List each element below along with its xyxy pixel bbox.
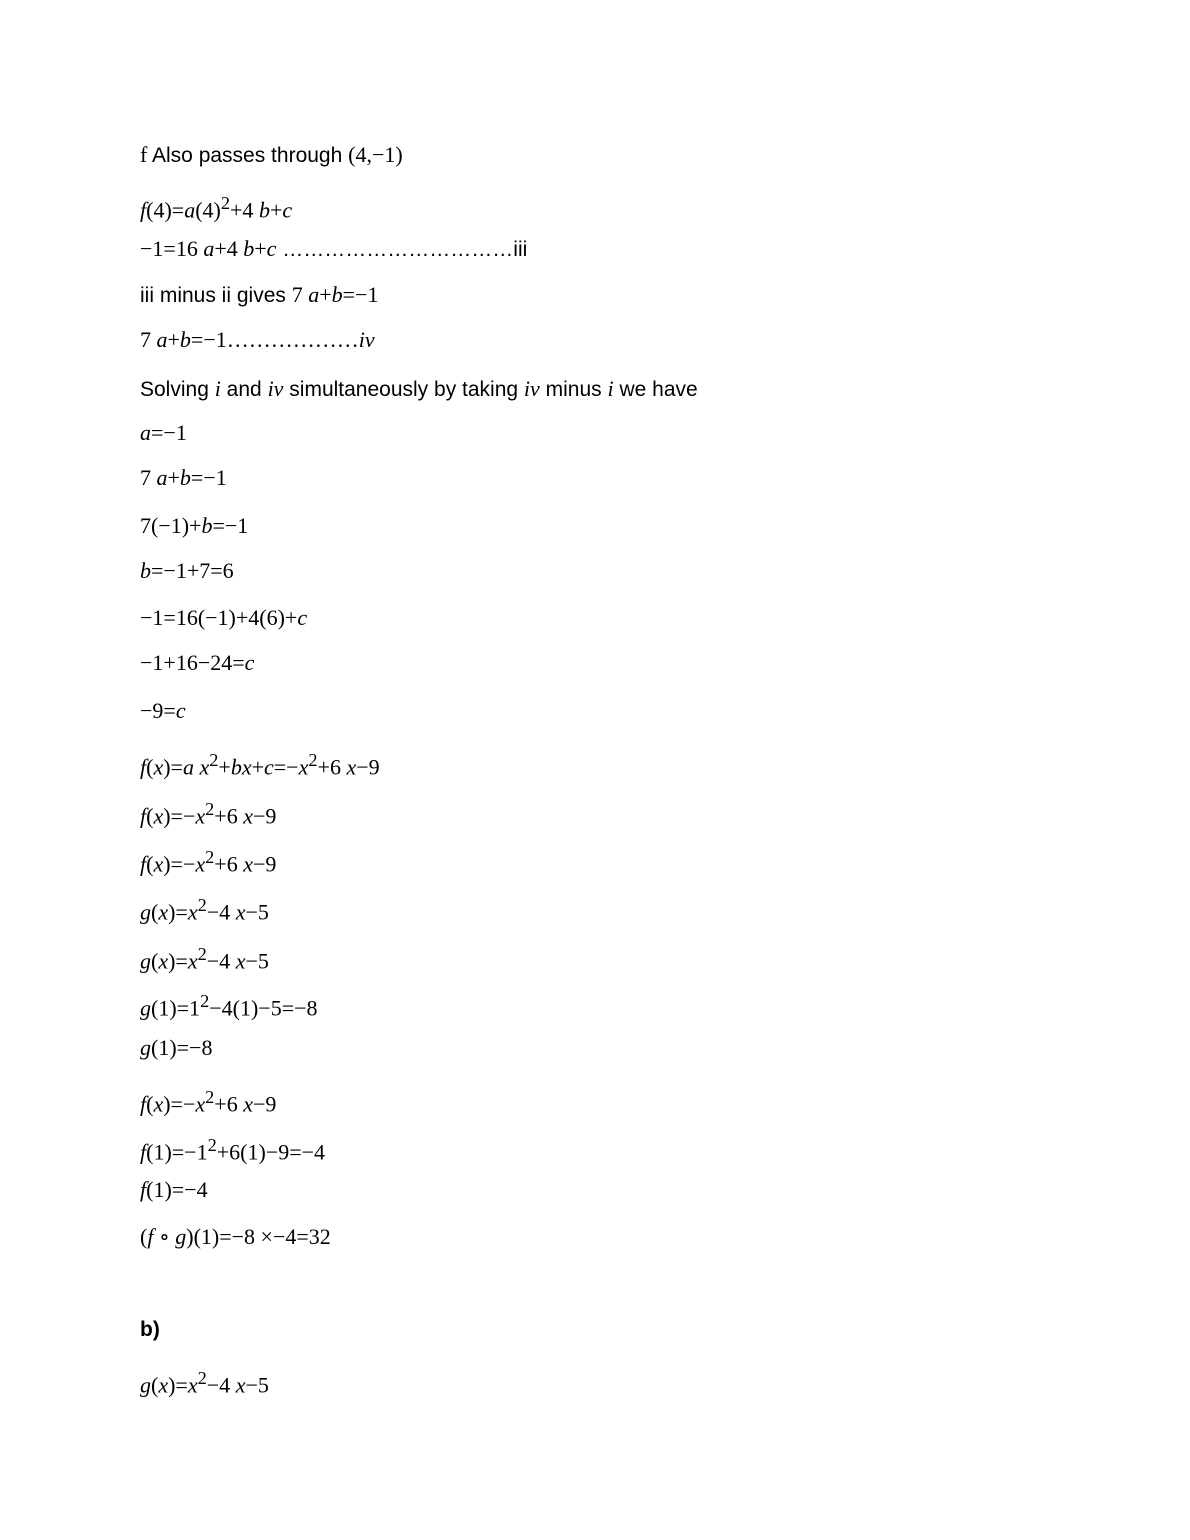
inline-math: i <box>214 376 221 401</box>
math-line: $f(1)=-1^2+6(1)-9=-4$ <box>140 1135 326 1165</box>
text-line <box>140 278 378 312</box>
section-heading: b) <box>140 1318 160 1341</box>
inline-text: minus <box>539 378 608 401</box>
inline-text: iii minus ii gives <box>140 284 292 307</box>
math-line: −1=16(−1)+4(6)+c <box>140 605 308 630</box>
inline-text: Solving <box>140 378 215 401</box>
math-line: $f(4)=a(4)^2+4$ b+c <box>140 193 293 223</box>
math-line: −9=c <box>140 698 186 723</box>
math-line: f(1)=−4 <box>140 1177 208 1202</box>
text-line <box>140 138 403 172</box>
math-line: 7 a+b=−1 <box>140 465 227 490</box>
inline-math: 7 a+b=−1 <box>291 282 379 307</box>
inline-text: and <box>220 378 268 401</box>
inline-text: ……………………………iii <box>276 238 528 261</box>
math-line: −1+16−24=c <box>140 650 255 675</box>
math-line: $g(x)=x^2-4$ x−5 <box>140 1368 269 1398</box>
inline-text: Also passes through <box>147 144 349 167</box>
inline-math: i <box>607 376 614 401</box>
math-line: 7(−1)+b=−1 <box>140 513 249 538</box>
math-line: a=−1 <box>140 420 187 445</box>
math-line: $f(x)=-x^2+6$ x−9 <box>140 1087 277 1117</box>
inline-math: iv <box>523 376 540 401</box>
inline-math: f <box>140 142 148 167</box>
inline-math: (4,−1) <box>348 142 403 167</box>
math-line: f(x)=a $x^2+bx+c=-x^2+6$ x−9 <box>140 750 380 780</box>
math-line: $g(x)=x^2-4$ x−5 <box>140 944 269 974</box>
inline-math: −1=16 a+4 b+c <box>140 236 277 261</box>
math-line: $g(x)=x^2-4$ x−5 <box>140 895 269 925</box>
math-line: b=−1+7=6 <box>140 558 234 583</box>
inline-text: simultaneously by taking <box>283 378 524 401</box>
math-line: (f ∘ g)(1)=−8 ×−4=32 <box>140 1224 331 1249</box>
math-line: $f(x)=-x^2+6$ x−9 <box>140 847 277 877</box>
math-line: $f(x)=-x^2+6$ x−9 <box>140 799 277 829</box>
text-line <box>140 372 698 406</box>
math-line: g(1)=−8 <box>140 1035 213 1060</box>
math-line: 7 a+b=−1………………iv <box>140 327 375 352</box>
text-line <box>140 232 527 266</box>
inline-math: iv <box>267 376 284 401</box>
math-line: $g(1)=1^2-4(1)-5=-8$ <box>140 991 318 1021</box>
inline-text: we have <box>613 378 698 401</box>
